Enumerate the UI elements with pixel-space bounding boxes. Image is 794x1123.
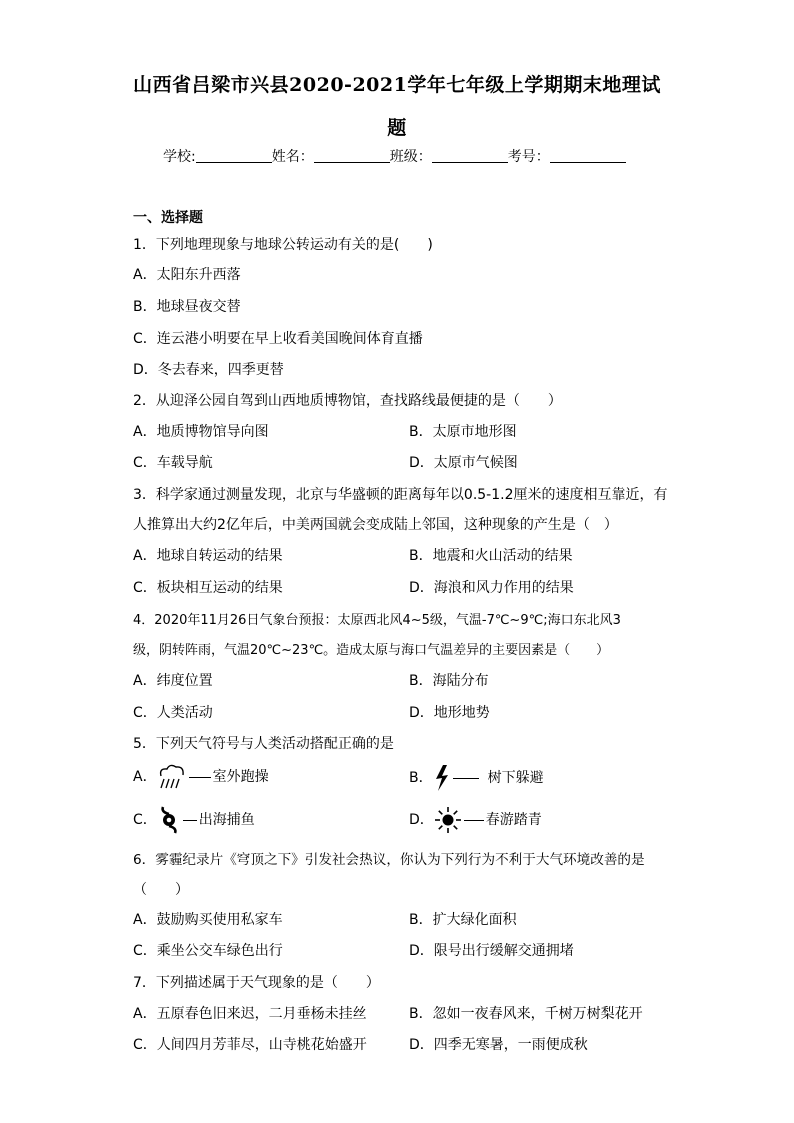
question-1-stem: 1．下列地理现象与地球公转运动有关的是( ) xyxy=(133,237,433,253)
heavy-rain-icon xyxy=(157,764,187,790)
option-a-letter: A． xyxy=(133,769,157,785)
question-3-stem-line-1: 3．科学家通过测量发现，北京与华盛顿的距离每年以0.5-1.2厘米的速度相互靠近，有 xyxy=(133,487,668,503)
question-7-option-a[interactable]: A．五原春色旧来迟，二月垂杨未挂丝 xyxy=(133,1006,367,1022)
question-3-option-c[interactable]: C．板块相互运动的结果 xyxy=(133,580,283,596)
question-5-option-b[interactable] xyxy=(409,764,544,792)
question-5-option-a[interactable] xyxy=(133,764,269,790)
option-d-letter: D． xyxy=(409,812,434,828)
question-6-stem-line-1: 6．雾霾纪录片《穹顶之下》引发社会热议，你认为下列行为不利于大气环境改善的是 xyxy=(133,852,645,868)
question-5-option-c[interactable] xyxy=(133,806,255,834)
page-title-continued: 题 xyxy=(387,117,407,139)
option-c-letter: C． xyxy=(133,812,157,828)
question-4-option-d[interactable]: D．地形地势 xyxy=(409,705,490,721)
question-6-option-b[interactable]: B．扩大绿化面积 xyxy=(409,912,517,928)
class-label: 班级： xyxy=(389,149,432,165)
school-blank[interactable] xyxy=(196,148,272,163)
number-label: 考号： xyxy=(507,149,550,165)
question-7-stem: 7．下列描述属于天气现象的是（ ） xyxy=(133,975,380,991)
option-c-text: 出海捕鱼 xyxy=(198,812,255,828)
option-a-text: 室外跑操 xyxy=(212,769,269,785)
name-blank[interactable] xyxy=(314,148,390,163)
question-5-option-d[interactable] xyxy=(409,806,542,834)
question-2-option-a[interactable]: A．地质博物馆导向图 xyxy=(133,424,269,440)
question-5-stem: 5．下列天气符号与人类活动搭配正确的是 xyxy=(133,736,394,752)
option-b-letter: B． xyxy=(409,770,433,786)
question-6-option-c[interactable]: C．乘坐公交车绿色出行 xyxy=(133,943,283,959)
thunderstorm-icon xyxy=(433,764,451,792)
question-6-stem-line-2: （ ） xyxy=(133,882,189,898)
question-4-stem-line-1: 4．2020年11月26日气象台预报：太原西北风4~5级，气温-7℃~9℃;海口东北风3 xyxy=(133,613,621,628)
question-7-option-d[interactable]: D．四季无寒暑，一雨便成秋 xyxy=(409,1037,588,1053)
question-7-option-c[interactable]: C．人间四月芳菲尽，山寺桃花始盛开 xyxy=(133,1037,367,1053)
question-7-option-b[interactable]: B．忽如一夜春风来，千树万树梨花开 xyxy=(409,1006,643,1022)
question-1-option-a[interactable]: A．太阳东升西落 xyxy=(133,267,241,283)
student-info-row xyxy=(163,146,626,166)
question-2-option-c[interactable]: C．车载导航 xyxy=(133,455,213,471)
name-label: 姓名： xyxy=(271,149,314,165)
question-2-stem: 2．从迎泽公园自驾到山西地质博物馆，查找路线最便捷的是（ ） xyxy=(133,393,562,409)
question-3-option-d[interactable]: D．海浪和风力作用的结果 xyxy=(409,580,574,596)
question-4-stem-line-2: 级，阴转阵雨，气温20℃~23℃。造成太原与海口气温差异的主要因素是（ ） xyxy=(133,643,610,658)
question-2-option-b[interactable]: B．太原市地形图 xyxy=(409,424,517,440)
option-b-text: 树下躲避 xyxy=(487,770,544,786)
question-1-option-c[interactable]: C．连云港小明要在早上收看美国晚间体育直播 xyxy=(133,331,423,347)
question-3-option-a[interactable]: A．地球自转运动的结果 xyxy=(133,548,283,564)
number-blank[interactable] xyxy=(550,148,626,163)
question-4-option-b[interactable]: B．海陆分布 xyxy=(409,673,489,689)
section-heading: 一、选择题 xyxy=(133,210,203,226)
class-blank[interactable] xyxy=(432,148,508,163)
typhoon-icon xyxy=(157,806,181,834)
option-d-text: 春游踏青 xyxy=(485,812,542,828)
question-1-option-d[interactable]: D．冬去春来，四季更替 xyxy=(133,362,284,378)
question-1-option-b[interactable]: B．地球昼夜交替 xyxy=(133,299,241,315)
question-3-stem-line-2: 人推算出大约2亿年后，中美两国就会变成陆上邻国，这种现象的产生是（ ） xyxy=(133,517,618,533)
question-4-option-a[interactable]: A．纬度位置 xyxy=(133,673,213,689)
question-6-option-d[interactable]: D．限号出行缓解交通拥堵 xyxy=(409,943,574,959)
school-label: 学校: xyxy=(163,149,196,165)
page-title: 山西省吕梁市兴县2020-2021学年七年级上学期期末地理试 xyxy=(133,74,661,96)
question-3-option-b[interactable]: B．地震和火山活动的结果 xyxy=(409,548,573,564)
question-2-option-d[interactable]: D．太原市气候图 xyxy=(409,455,518,471)
question-4-option-c[interactable]: C．人类活动 xyxy=(133,705,213,721)
sunny-icon xyxy=(434,806,462,834)
question-6-option-a[interactable]: A．鼓励购买使用私家车 xyxy=(133,912,283,928)
